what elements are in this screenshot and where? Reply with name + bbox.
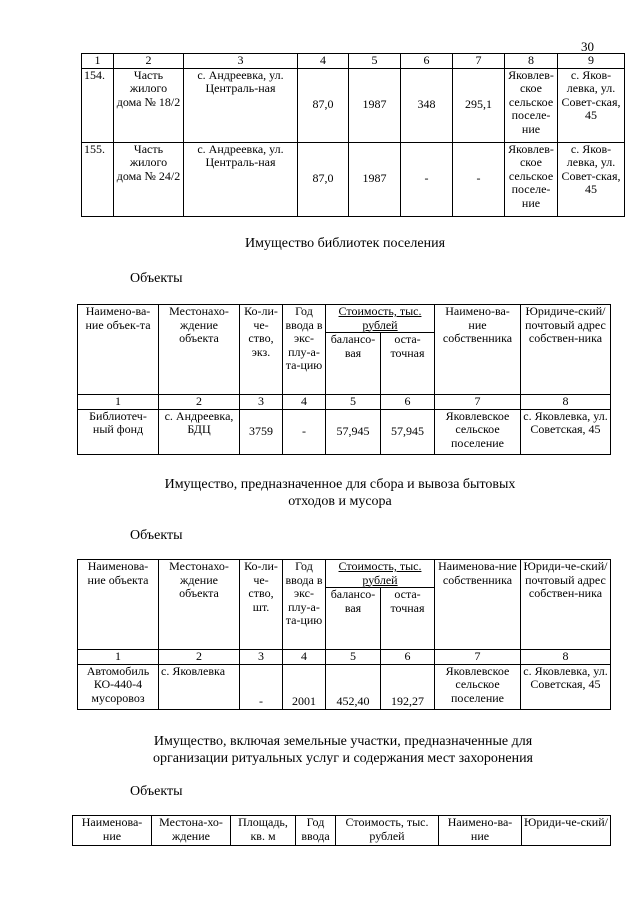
section-subtitle: Объекты	[130, 784, 183, 799]
header-cell: балансо-вая	[326, 588, 381, 650]
number-cell: 6	[381, 395, 435, 410]
table-row	[82, 142, 625, 216]
header-cell: Местона-хо-ждение	[152, 816, 231, 846]
header-cell: 5	[349, 54, 401, 69]
header-cell: Ко-ли-че-ство, шт.	[240, 560, 283, 650]
table-header-row	[73, 816, 611, 846]
year: 2001	[283, 664, 326, 709]
residual-value: -	[453, 142, 505, 216]
table-row	[82, 68, 625, 142]
header-cell: Юриди-че-ский/ почтовый адрес собствен-ника	[521, 560, 611, 650]
year: -	[283, 409, 326, 454]
owner: Яковлевское сельское поселение	[435, 664, 521, 709]
area: 87,0	[298, 68, 349, 142]
object-name: Автомобиль КО-440-4 мусоровоз	[78, 664, 159, 709]
page-number: 30	[581, 39, 594, 54]
header-cell: Стоимость, тыс. рублей	[336, 816, 439, 846]
header-cell: 9	[558, 54, 625, 69]
header-cell: Год ввода в экс-плу-а-та-цию	[283, 305, 326, 395]
owner-address: с. Яковлевка, ул. Советская, 45	[521, 664, 611, 709]
section-title-ritual: Имущество, включая земельные участки, предназначенные для организации ритуальных услуг и содержания мест захоронения	[153, 734, 533, 766]
balance-value: 452,40	[326, 664, 381, 709]
object-location: с. Андреевка, ул. Централь-ная	[184, 142, 298, 216]
area: 87,0	[298, 142, 349, 216]
table-header-row	[78, 305, 611, 333]
header-cell: Стоимость, тыс. рублей	[326, 560, 435, 588]
number-cell: 3	[240, 650, 283, 665]
owner: Яковлев-ское сельское поселе-ние	[505, 68, 558, 142]
residual-value: 295,1	[453, 68, 505, 142]
balance-value: 348	[401, 68, 453, 142]
year: 1987	[349, 142, 401, 216]
year: 1987	[349, 68, 401, 142]
object-name: Часть жилого дома № 24/2	[114, 142, 184, 216]
number-cell: 8	[521, 395, 611, 410]
number-cell: 4	[283, 395, 326, 410]
owner-address: с. Яков-левка, ул. Совет-ская, 45	[558, 68, 625, 142]
quantity: -	[240, 664, 283, 709]
section-title-waste: Имущество, предназначенное для сбора и вывоза бытовых отходов и мусора	[164, 477, 516, 509]
number-cell: 7	[435, 650, 521, 665]
header-cell: Местонахо-ждение объекта	[159, 305, 240, 395]
header-cell: Ко-ли-че-ство, экз.	[240, 305, 283, 395]
table-waste	[77, 559, 611, 710]
table-row	[78, 664, 611, 709]
owner-address: с. Яков-левка, ул. Совет-ская, 45	[558, 142, 625, 216]
header-cell: 4	[298, 54, 349, 69]
header-cell: Наимено-ва-ние объек-та	[78, 305, 159, 395]
residual-value: 57,945	[381, 409, 435, 454]
number-cell: 3	[240, 395, 283, 410]
table-header-row	[78, 560, 611, 588]
header-cell: Наимено-ва-ние собственника	[435, 305, 521, 395]
header-cell: 6	[401, 54, 453, 69]
header-cell: 7	[453, 54, 505, 69]
header-cell: 3	[184, 54, 298, 69]
header-cell: Наимено-ва-ние	[439, 816, 522, 846]
number-cell: 5	[326, 650, 381, 665]
header-cell: Год ввода	[296, 816, 336, 846]
number-cell: 2	[159, 395, 240, 410]
header-cell: Наименова-ние собственника	[435, 560, 521, 650]
header-cell: оста-точная	[381, 333, 435, 395]
header-cell: 2	[114, 54, 184, 69]
row-number: 155.	[82, 142, 114, 216]
quantity: 3759	[240, 409, 283, 454]
row-number: 154.	[82, 68, 114, 142]
table-libraries	[77, 304, 611, 455]
section-title-libraries: Имущество библиотек поселения	[244, 236, 446, 251]
table-residential	[81, 53, 625, 217]
header-cell: 1	[82, 54, 114, 69]
header-cell: Наименова-ние объекта	[78, 560, 159, 650]
number-cell: 1	[78, 395, 159, 410]
header-cell: Год ввода в экс-плу-а-та-цию	[283, 560, 326, 650]
number-cell: 5	[326, 395, 381, 410]
balance-value: 57,945	[326, 409, 381, 454]
header-cell: балансо-вая	[326, 333, 381, 395]
number-cell: 4	[283, 650, 326, 665]
table-ritual	[72, 815, 611, 846]
header-cell: 8	[505, 54, 558, 69]
header-cell: Юриди-че-ский/	[522, 816, 611, 846]
balance-value: -	[401, 142, 453, 216]
number-cell: 8	[521, 650, 611, 665]
number-cell: 2	[159, 650, 240, 665]
object-location: с. Андреевка, ул. Централь-ная	[184, 68, 298, 142]
object-location: с. Андреевка, БДЦ	[159, 409, 240, 454]
table-header-row	[82, 54, 625, 69]
number-cell: 7	[435, 395, 521, 410]
header-cell: Юридиче-ский/ почтовый адрес собствен-ника	[521, 305, 611, 395]
header-cell: оста-точная	[381, 588, 435, 650]
residual-value: 192,27	[381, 664, 435, 709]
number-cell: 6	[381, 650, 435, 665]
owner-address: с. Яковлевка, ул. Советская, 45	[521, 409, 611, 454]
header-cell: Местонахо-ждение объекта	[159, 560, 240, 650]
owner: Яковлев-ское сельское поселе-ние	[505, 142, 558, 216]
table-number-row	[78, 395, 611, 410]
section-subtitle: Объекты	[130, 528, 183, 543]
object-name: Библиотеч-ный фонд	[78, 409, 159, 454]
table-row	[78, 409, 611, 454]
object-name: Часть жилого дома № 18/2	[114, 68, 184, 142]
section-subtitle: Объекты	[130, 271, 183, 286]
table-number-row	[78, 650, 611, 665]
header-cell: Площадь, кв. м	[231, 816, 296, 846]
object-location: с. Яковлевка	[159, 664, 240, 709]
header-cell: Наименова-ние	[73, 816, 152, 846]
owner: Яковлевское сельское поселение	[435, 409, 521, 454]
number-cell: 1	[78, 650, 159, 665]
header-cell: Стоимость, тыс. рублей	[326, 305, 435, 333]
